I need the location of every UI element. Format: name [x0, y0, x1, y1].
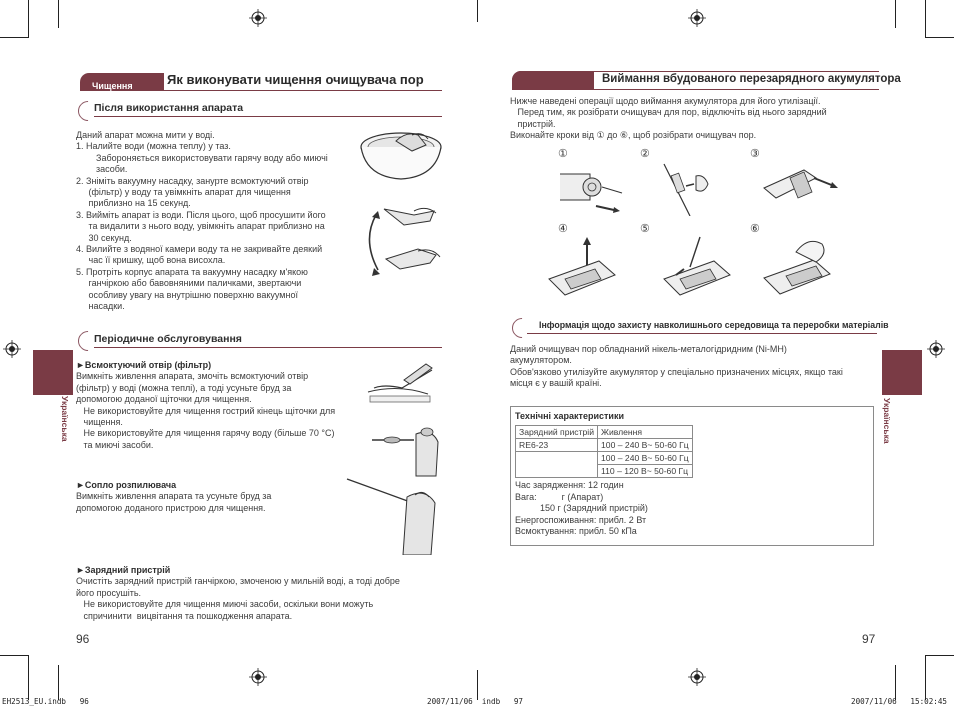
spec-cell: 100 – 240 В~ 50-60 Гц	[598, 439, 693, 452]
env-text: Даний очищувач пор обладнаний нікель-металогідридним (Ni-MH) акумулятором. Обов'язково утилізуйте акумулятор у спеціально призначених місцях, якщо такі місця є у вашій країні.	[510, 344, 843, 389]
page-title: Виймання вбудованого перезарядного акумулятора	[602, 73, 901, 85]
step1-illustration	[560, 160, 630, 216]
brush-device-illustration	[370, 420, 444, 478]
registration-mark-icon	[688, 9, 706, 27]
section-circle-icon	[508, 314, 536, 342]
section-title: Після використання апарата	[94, 102, 244, 114]
step4-illustration	[545, 235, 625, 305]
page-number: 96	[76, 632, 90, 646]
footer-slug-center: 2007/11/06 indb 97	[427, 697, 524, 706]
registration-mark-icon	[249, 668, 267, 686]
side-language-label: Українська	[882, 398, 892, 444]
step2-illustration	[660, 160, 720, 216]
side-tab	[882, 350, 922, 395]
charger-block: ►Зарядний пристрій Очистіть зарядний пристрій ганчіркою, змоченою у мильній воді, а тоді добре його просушіть. Не використовуйте для чищення миючі засоби, оскільки вони можуть спричинити вицвітання та пошкодження апарата.	[76, 565, 400, 621]
step-number: ④	[558, 223, 568, 235]
brush-filter-illustration	[364, 358, 444, 410]
step-number: ①	[558, 148, 568, 160]
intro-text: Нижче наведені операції щодо виймання акумулятора для його утилізації. Перед тим, як розібрати очищувач для пор, відключіть від нього зарядний пристрій. Виконайте кроки від ① до ⑥, щоб розібрати очищувач пор.	[510, 96, 827, 141]
spec-cell	[516, 452, 598, 465]
title-accent	[512, 71, 594, 89]
step-number: ②	[640, 148, 650, 160]
side-language-label: Українська	[60, 396, 70, 442]
spec-header: Зарядний пристрій	[516, 426, 598, 439]
section-rule	[94, 116, 442, 117]
step5-illustration	[660, 235, 740, 305]
filter-block: ►Всмоктуючий отвір (фільтр) Вимкніть живлення апарата, змочіть всмоктуючий отвір (фільтр) у воді (можна теплі), а тоді усуньте бруд за допомогою доданої щіточки для чищення. Не використовуйте для чищення гострий кінець щіточки для чищення. Не використовуйте для чищення гарячу воду (більше 70 °C) та миючі засоби.	[76, 360, 336, 450]
section-title: Періодичне обслуговування	[94, 333, 242, 345]
section-rule	[527, 333, 877, 334]
registration-mark-icon	[3, 340, 21, 358]
step-number: ⑤	[640, 223, 650, 235]
section-rule	[94, 347, 442, 348]
spec-box: Технічні характеристики Зарядний пристрій Живлення RE6-23 100 – 240 В~ 50-60 Гц 100 – 240 В~ 50-60 Гц 110 – 120 В~ 50-60 Гц Час зарядження: 12 годин Вага: г (Апарат) 150 г (Зарядний пристрій) Енергоспоживання: прибл. 2 Вт Всмоктування: прибл. 50 кПа	[510, 406, 874, 546]
step3-illustration	[760, 160, 840, 216]
registration-mark-icon	[927, 340, 945, 358]
section1-text: Даний апарат можна мити у воді. 1. Налийте води (можна теплу) у таз. Забороняється використовувати гарячу воду або миючі засоби. 2. Зніміть вакуумну насадку, занурте всмоктуючий отвір (фільтр) у воду та увімкніть апарат для чищення приблизно на 15 секунд. 3. Вийміть апарат із води. Після цього, щоб просушити його та видалити з нього воду, увімкніть апарат приблизно на 30 секунд. 4. Вилийте з водяної камери воду та не закривайте деякий час її кришку, щоб вона висохла. 5. Протріть корпус апарата та вакуумну насадку м'якою ганчіркою або бавовняними паличками, звертаючи особливу увагу на внутрішню поверхню вакуумної насадки.	[76, 130, 328, 312]
basin-illustration	[358, 125, 444, 187]
spec-cell: RE6-23	[516, 439, 598, 452]
registration-mark-icon	[249, 9, 267, 27]
page-number: 97	[862, 632, 876, 646]
nozzle-block: ►Сопло розпилювача Вимкніть живлення апарата та усуньте бруд за допомогою доданого пристрою для чищення.	[76, 480, 272, 513]
spec-cell	[516, 465, 598, 478]
spec-cell: 100 – 240 В~ 50-60 Гц	[598, 452, 693, 465]
step6-illustration	[760, 232, 840, 302]
spec-title: Технічні характеристики	[515, 411, 624, 421]
spec-table	[515, 425, 693, 478]
env-title: Інформація щодо захисту навколишнього середовища та переробки матеріалів	[539, 320, 889, 330]
step-number: ⑥	[750, 223, 760, 235]
footer-slug-left: EH2513_EU.indb 96	[2, 697, 89, 706]
page-title: Як виконувати чищення очищувача пор	[167, 72, 424, 87]
spec-header: Живлення	[598, 426, 693, 439]
step-number: ③	[750, 148, 760, 160]
footer-slug-right: 2007/11/06 15:02:45	[851, 697, 948, 706]
nozzle-illustration	[345, 475, 445, 555]
rotate-illustration	[358, 195, 444, 285]
registration-mark-icon	[688, 668, 706, 686]
section-tag: Чищення	[80, 73, 164, 91]
spec-cell: 110 – 120 В~ 50-60 Гц	[598, 465, 693, 478]
title-rule	[164, 90, 442, 91]
side-tab	[33, 350, 73, 395]
